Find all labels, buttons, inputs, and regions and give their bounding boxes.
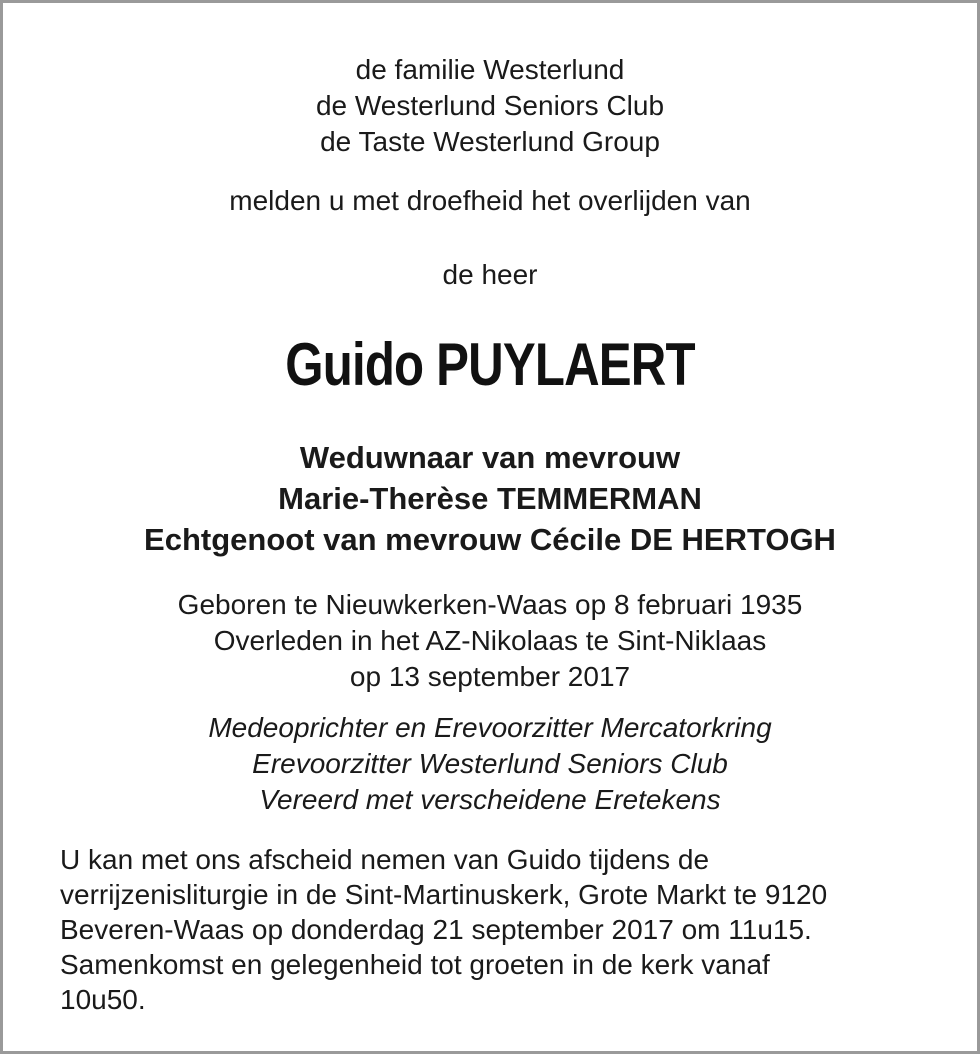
relation-line: Echtgenoot van mevrouw Cécile DE HERTOGH bbox=[144, 522, 836, 557]
announcement-text: melden u met droefheid het overlijden van bbox=[229, 185, 751, 216]
distinction-line: Medeoprichter en Erevoorzitter Mercatorkring bbox=[208, 712, 772, 743]
sender-line: de familie Westerlund bbox=[355, 54, 625, 85]
honorific: de heer bbox=[442, 259, 538, 290]
farewell-line: U kan met ons afscheid nemen van Guido tijdens de bbox=[60, 844, 710, 875]
life-date-line: Geboren te Nieuwkerken-Waas op 8 februari 1935 bbox=[177, 589, 803, 620]
life-date-line: Overleden in het AZ-Nikolaas te Sint-Niklaas bbox=[213, 625, 767, 656]
farewell-line: Beveren-Waas op donderdag 21 september 2017 om 11u15. bbox=[60, 914, 812, 945]
sender-line: de Westerlund Seniors Club bbox=[315, 90, 665, 121]
deceased-name: Guido PUYLAERT bbox=[285, 331, 695, 398]
distinction-line: Erevoorzitter Westerlund Seniors Club bbox=[252, 748, 728, 779]
farewell-line: verrijzenisliturgie in de Sint-Martinuskerk, Grote Markt te 9120 bbox=[60, 879, 828, 910]
life-date-line: op 13 september 2017 bbox=[349, 661, 631, 692]
sender-line: de Taste Westerlund Group bbox=[320, 126, 660, 157]
farewell-line: Samenkomst en gelegenheid tot groeten in de kerk vanaf bbox=[60, 949, 770, 980]
relation-line: Marie-Therèse TEMMERMAN bbox=[278, 481, 702, 516]
farewell-line: 10u50. bbox=[60, 984, 146, 1015]
relation-line: Weduwnaar van mevrouw bbox=[299, 440, 681, 475]
distinction-line: Vereerd met verscheidene Eretekens bbox=[259, 784, 721, 815]
